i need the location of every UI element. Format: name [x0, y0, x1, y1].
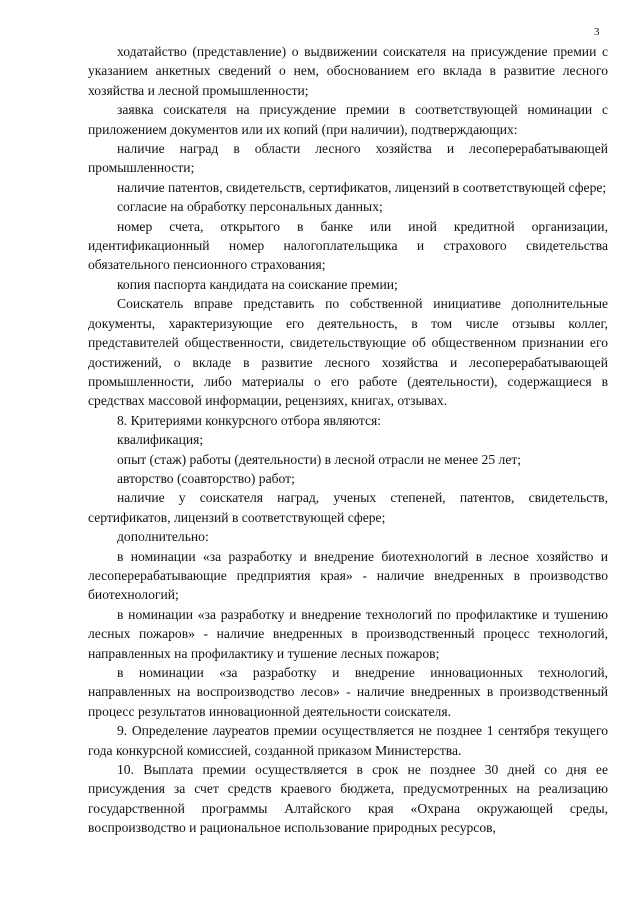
paragraph-patents: наличие патентов, свидетельств, сертификатов, лицензий в соответствующей сфере;	[117, 179, 607, 195]
page-number: 3	[594, 26, 600, 38]
paragraph-petition: ходатайство (представление) о выдвижении соискателя на присуждение премии с указанием анкетных сведений о нем, обоснованием его вклада в развитие лесного хозяйства и лесной промышленности;	[88, 44, 608, 98]
paragraph-awards: наличие наград в области лесного хозяйства и лесоперерабатывающей промышленности;	[88, 141, 608, 176]
paragraph-additional-docs: Соискатель вправе представить по собственной инициативе дополнительные документы, характеризующие его деятельность, в том числе отзывы коллег, представителей общественности, свидетельствующие об общественном признании его достижений, о вкладе в развитие лесного хозяйства и лесоперерабатывающей промышленности, либо материалы о его работе (деятельности), содержащиеся в средствах массовой информации, рецензиях, книгах, отзывах.	[88, 296, 608, 409]
paragraph-consent: согласие на обработку персональных данных;	[117, 199, 383, 215]
paragraph-nomination-biotech: в номинации «за разработку и внедрение биотехнологий в лесное хозяйство и лесоперерабатывающие предприятия края» - наличие внедренных в производство биотехнологий;	[88, 548, 608, 603]
paragraph-degrees: наличие у соискателя наград, ученых степеней, патентов, свидетельств, сертификатов, лицензий в соответствующей сфере;	[88, 490, 608, 525]
paragraph-qualification: квалификация;	[117, 432, 204, 448]
document-body	[88, 42, 608, 838]
paragraph-experience: опыт (стаж) работы (деятельности) в лесной отрасли не менее 25 лет;	[117, 451, 522, 467]
paragraph-laureates: 9. Определение лауреатов премии осуществляется не позднее 1 сентября текущего года конкурсной комиссией, созданной приказом Министерства.	[88, 723, 608, 758]
paragraph-account: номер счета, открытого в банке или иной кредитной организации, идентификационный номер налогоплательщика и страхового свидетельства обязательного пенсионного страхования;	[88, 218, 608, 273]
paragraph-application: заявка соискателя на присуждение премии в соответствующей номинации с приложением документов или их копий (при наличии), подтверждающих:	[88, 102, 608, 137]
paragraph-authorship: авторство (соавторство) работ;	[117, 470, 295, 486]
paragraph-payment: 10. Выплата премии осуществляется в срок не позднее 30 дней со дня ее присуждения за счет средств краевого бюджета, предусмотренных на реализацию государственной программы Алтайского края «Охрана окружающей среды, воспроизводство и рациональное использование природных ресурсов,	[88, 762, 608, 836]
paragraph-criteria-heading: 8. Критериями конкурсного отбора являются:	[117, 412, 382, 428]
paragraph-nomination-fires: в номинации «за разработку и внедрение технологий по профилактике и тушению лесных пожаров» - наличие внедренных в производственный процесс технологий, направленных на профилактику и тушение лесных пожаров;	[88, 606, 608, 661]
paragraph-additionally: дополнительно:	[117, 529, 209, 545]
paragraph-passport: копия паспорта кандидата на соискание премии;	[117, 276, 398, 292]
paragraph-nomination-innovation: в номинации «за разработку и внедрение инновационных технологий, направленных на воспроизводство лесов» - наличие внедренных в производственный процесс результатов инновационной деятельности соискателя.	[88, 665, 608, 719]
